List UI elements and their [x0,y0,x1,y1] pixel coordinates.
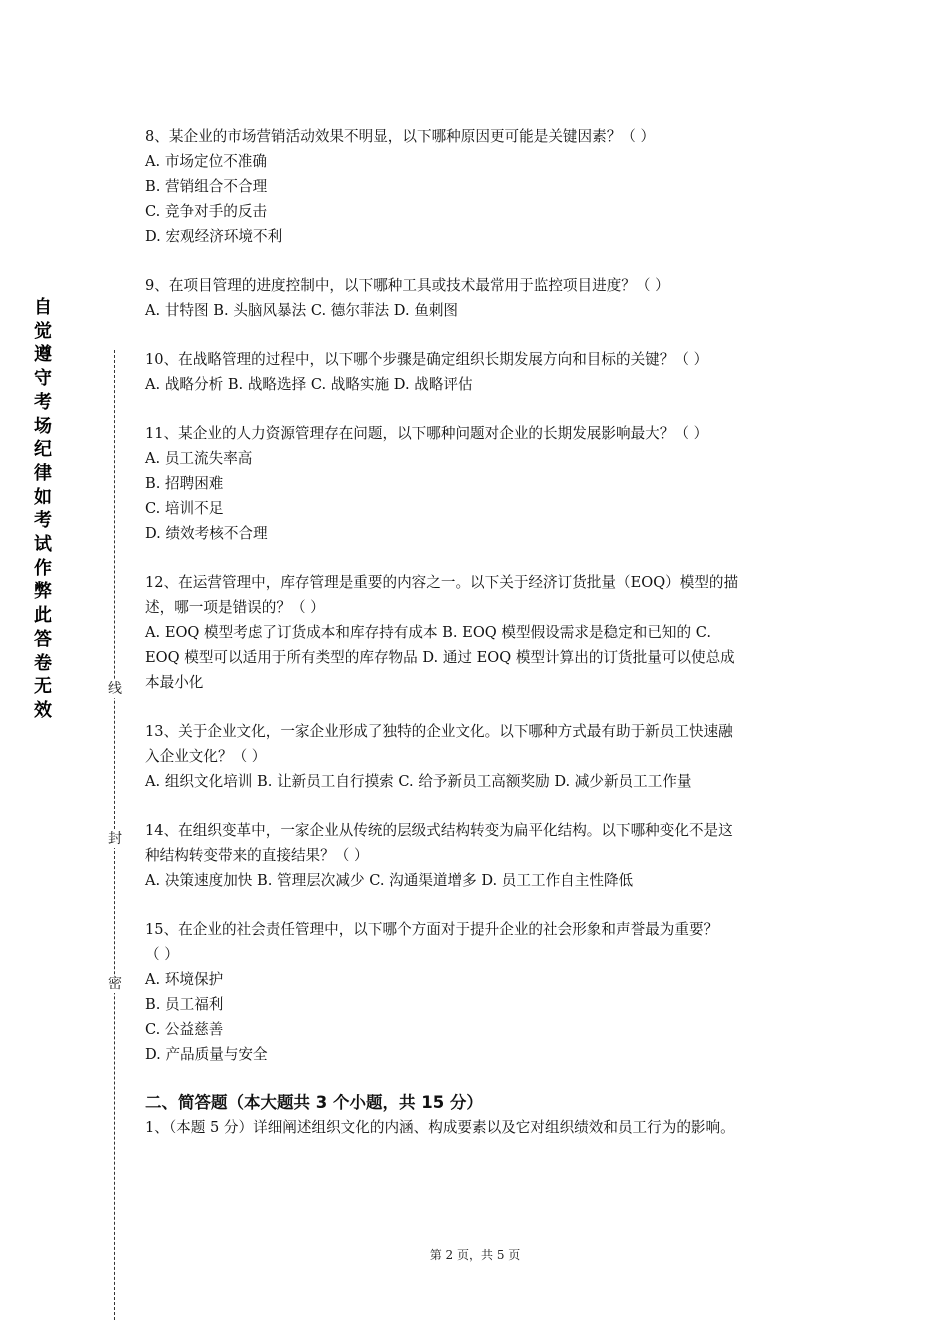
question-stem: 12、在运营管理中，库存管理是重要的内容之一。以下关于经济订货批量（EOQ）模型的描 [145,574,739,591]
question-block [145,719,815,794]
question-stem: 11、某企业的人力资源管理存在问题，以下哪种问题对企业的长期发展影响最大？（ ） [145,425,709,442]
binding-label-secret: 密 [104,975,126,993]
question-stem: 15、在企业的社会责任管理中，以下哪个方面对于提升企业的社会形象和声誉最为重要？ [145,921,719,938]
notice-char: 此 [34,605,52,627]
question-option: A. 甘特图 B. 头脑风暴法 C. 德尔菲法 D. 鱼刺图 [145,302,459,319]
notice-char: 觉 [34,320,52,342]
notice-char: 作 [34,557,52,579]
notice-char: 答 [34,628,52,650]
question-option: 本最小化 [145,674,204,691]
exam-content [145,124,815,1140]
question-option: A. 员工流失率高 [145,450,253,467]
notice-char: 如 [34,486,52,508]
binding-label-line: 线 [104,680,126,698]
question-option: B. 招聘困难 [145,475,224,492]
question-stem: 10、在战略管理的过程中，以下哪个步骤是确定组织长期发展方向和目标的关键？（ ） [145,351,709,368]
notice-char: 效 [34,699,52,721]
question-option: B. 员工福利 [145,996,224,1013]
question-block [145,818,815,893]
question-block [145,347,815,397]
notice-char: 遵 [34,344,52,366]
question-block [145,917,815,1067]
question-option: EOQ 模型可以适用于所有类型的库存物品 D. 通过 EOQ 模型计算出的订货批量可以使总成 [145,649,735,666]
question-stem: （ ） [145,946,179,963]
question-option: A. 市场定位不准确 [145,153,267,170]
question-stem: 入企业文化？（ ） [145,748,267,765]
question-option: D. 产品质量与安全 [145,1046,268,1063]
notice-char: 无 [34,676,52,698]
question-option: C. 竞争对手的反击 [145,203,268,220]
question-option: D. 绩效考核不合理 [145,525,268,542]
notice-char: 弊 [34,581,52,603]
question-list [145,124,815,1067]
question-stem: 14、在组织变革中，一家企业从传统的层级式结构转变为扁平化结构。以下哪种变化不是这 [145,822,733,839]
notice-char: 自 [34,297,52,318]
question-block [145,570,815,695]
question-option: C. 培训不足 [145,500,224,517]
notice-char: 纪 [34,439,52,461]
question-block [145,421,815,546]
question-option: C. 公益慈善 [145,1021,224,1038]
notice-char: 律 [34,462,52,484]
question-option: A. 决策速度加快 B. 管理层次减少 C. 沟通渠道增多 D. 员工工作自主性降低 [145,872,634,889]
question-stem: 13、关于企业文化，一家企业形成了独特的企业文化。以下哪种方式最有助于新员工快速融 [145,723,733,740]
question-stem: 述，哪一项是错误的？（ ） [145,599,325,616]
question-option: D. 宏观经济环境不利 [145,228,283,245]
question-block [145,124,815,249]
question-option: A. 环境保护 [145,971,224,988]
question-option: B. 营销组合不合理 [145,178,268,195]
short-answer-question-1: 1、（本题 5 分）详细阐述组织文化的内涵、构成要素以及它对组织绩效和员工行为的影响。 [145,1119,735,1136]
question-option: A. 组织文化培训 B. 让新员工自行摸索 C. 给予新员工高额奖励 D. 减少新员工工作量 [145,773,692,790]
question-block [145,273,815,323]
binding-label-seal: 封 [104,830,126,848]
notice-char: 卷 [34,652,52,674]
question-stem: 8、某企业的市场营销活动效果不明显，以下哪种原因更可能是关键因素？（ ） [145,128,656,145]
notice-char: 考 [34,510,52,532]
exam-discipline-notice [30,296,56,723]
notice-char: 考 [34,391,52,413]
question-option: A. EOQ 模型考虑了订货成本和库存持有成本 B. EOQ 模型假设需求是稳定和已知的 C. [145,624,712,641]
question-option: A. 战略分析 B. 战略选择 C. 战略实施 D. 战略评估 [145,376,473,393]
question-stem: 种结构转变带来的直接结果？（ ） [145,847,369,864]
section-title-short-answer: 二、简答题（本大题共 3 个小题，共 15 分） [145,1093,483,1112]
page-footer: 第 2 页，共 5 页 [429,1248,521,1262]
notice-char: 守 [34,368,52,390]
notice-char: 场 [34,415,52,437]
question-stem: 9、在项目管理的进度控制中，以下哪种工具或技术最常用于监控项目进度？（ ） [145,277,670,294]
notice-char: 试 [34,534,52,556]
